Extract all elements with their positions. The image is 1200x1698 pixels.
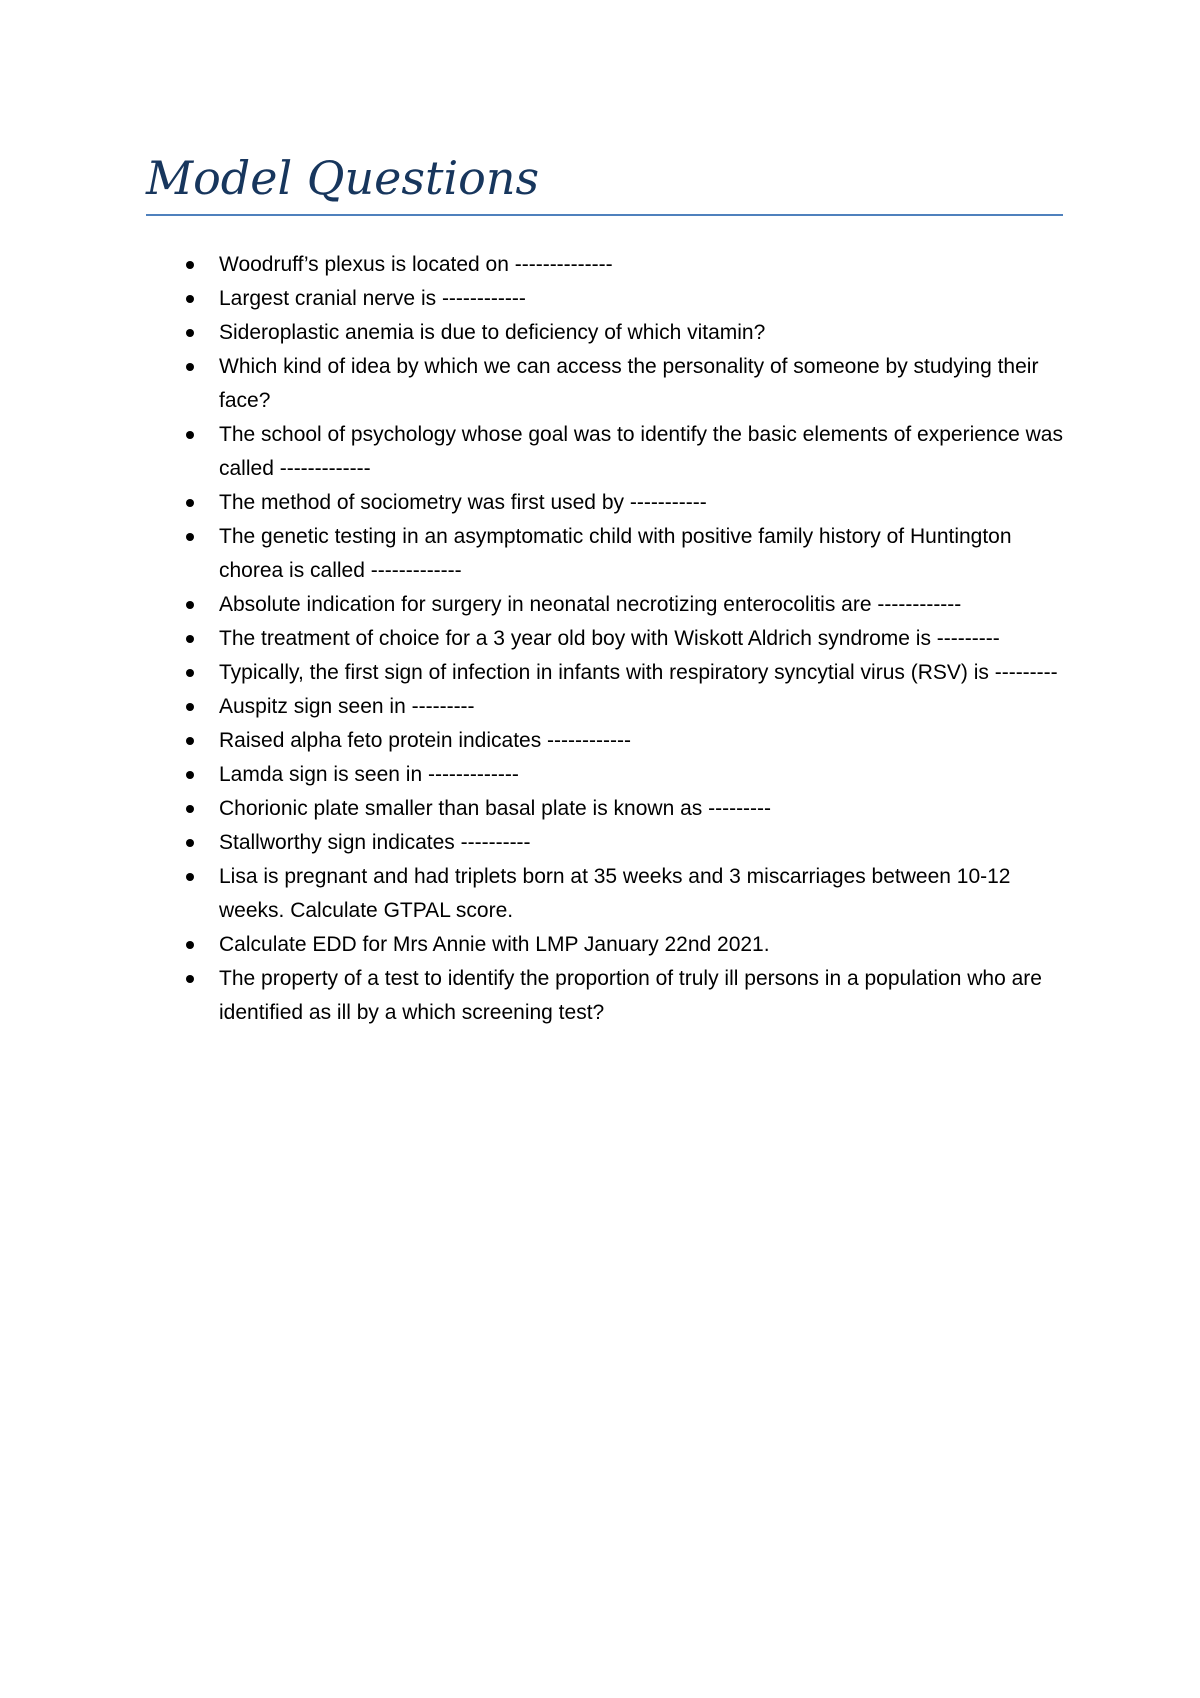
question-text: Absolute indication for surgery in neonatal necrotizing enterocolitis are ------------ bbox=[219, 593, 962, 616]
question-text: The property of a test to identify the proportion of truly ill persons in a population who are identified as ill by a which screening test? bbox=[219, 967, 1042, 1024]
question-text: Lisa is pregnant and had triplets born at 35 weeks and 3 miscarriages between 10-12 weeks. Calculate GTPAL score. bbox=[219, 865, 1011, 922]
question-text: The genetic testing in an asymptomatic child with positive family history of Huntington chorea is called ------------- bbox=[219, 525, 1012, 582]
question-text: Calculate EDD for Mrs Annie with LMP January 22nd 2021. bbox=[219, 933, 770, 956]
question-item bbox=[146, 826, 1066, 860]
question-item bbox=[146, 622, 1066, 656]
question-text: Sideroplastic anemia is due to deficiency of which vitamin? bbox=[219, 321, 766, 344]
question-item bbox=[146, 724, 1066, 758]
bullet-icon bbox=[186, 669, 194, 677]
question-text: Stallworthy sign indicates ---------- bbox=[219, 831, 531, 854]
bullet-icon bbox=[186, 499, 194, 507]
question-item bbox=[146, 588, 1066, 622]
question-text: Raised alpha feto protein indicates ------------ bbox=[219, 729, 631, 752]
question-item bbox=[146, 316, 1066, 350]
question-item bbox=[146, 350, 1066, 418]
bullet-icon bbox=[186, 295, 194, 303]
question-item bbox=[146, 758, 1066, 792]
question-item bbox=[146, 248, 1066, 282]
bullet-icon bbox=[186, 771, 194, 779]
question-text: Lamda sign is seen in ------------- bbox=[219, 763, 519, 786]
question-text: Which kind of idea by which we can access the personality of someone by studying their face? bbox=[219, 355, 1039, 412]
question-item bbox=[146, 928, 1066, 962]
question-text: Largest cranial nerve is ------------ bbox=[219, 287, 526, 310]
bullet-icon bbox=[186, 601, 194, 609]
bullet-icon bbox=[186, 533, 194, 541]
bullet-icon bbox=[186, 431, 194, 439]
question-item bbox=[146, 962, 1066, 1030]
bullet-icon bbox=[186, 363, 194, 371]
question-text: The school of psychology whose goal was to identify the basic elements of experience was called ------------- bbox=[219, 423, 1063, 480]
question-item bbox=[146, 860, 1066, 928]
question-text: Woodruff’s plexus is located on -------------- bbox=[219, 253, 613, 276]
title-underline-rule bbox=[146, 214, 1063, 216]
question-item bbox=[146, 656, 1066, 690]
question-text: The treatment of choice for a 3 year old boy with Wiskott Aldrich syndrome is --------- bbox=[219, 627, 1000, 650]
bullet-icon bbox=[186, 703, 194, 711]
bullet-icon bbox=[186, 941, 194, 949]
bullet-icon bbox=[186, 975, 194, 983]
bullet-icon bbox=[186, 635, 194, 643]
question-item bbox=[146, 486, 1066, 520]
question-text: Typically, the first sign of infection in infants with respiratory syncytial virus (RSV) is --------- bbox=[219, 661, 1058, 684]
question-text: Chorionic plate smaller than basal plate is known as --------- bbox=[219, 797, 772, 820]
bullet-icon bbox=[186, 873, 194, 881]
question-item bbox=[146, 418, 1066, 486]
question-text: Auspitz sign seen in --------- bbox=[219, 695, 475, 718]
question-item bbox=[146, 282, 1066, 316]
bullet-icon bbox=[186, 839, 194, 847]
question-item bbox=[146, 690, 1066, 724]
question-item bbox=[146, 520, 1066, 588]
question-text: The method of sociometry was first used by ----------- bbox=[219, 491, 707, 514]
question-item bbox=[146, 792, 1066, 826]
document-title: Model Questions bbox=[146, 151, 540, 205]
bullet-icon bbox=[186, 737, 194, 745]
bullet-icon bbox=[186, 329, 194, 337]
bullet-icon bbox=[186, 261, 194, 269]
question-list bbox=[146, 248, 1066, 1030]
bullet-icon bbox=[186, 805, 194, 813]
